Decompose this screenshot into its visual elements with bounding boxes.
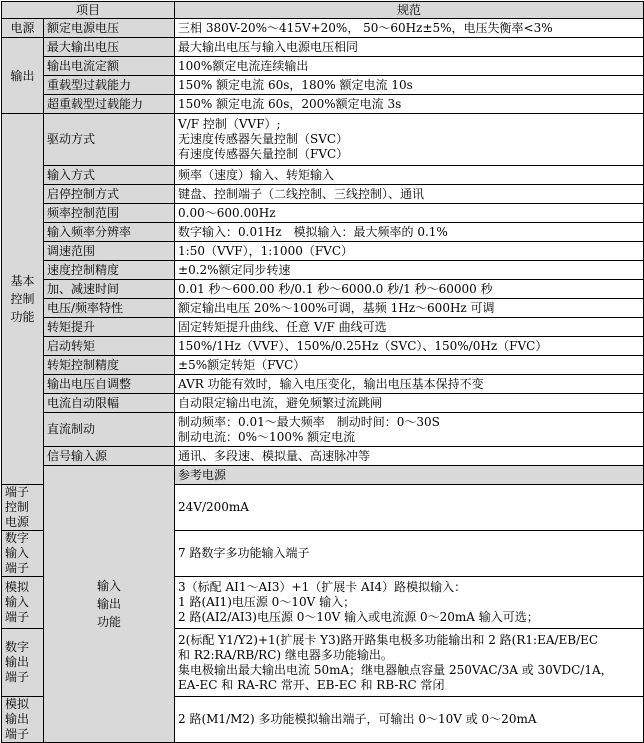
item-power-rated-voltage: 额定电源电压 xyxy=(44,19,175,38)
value-drive-mode: V/F 控制（VVF）; 无速度传感器矢量控制（SVC） 有速度传感器矢量控制（FVC） xyxy=(175,114,644,166)
table-row xyxy=(2,299,644,318)
item-drive-mode: 驱动方式 xyxy=(44,114,175,166)
value-digital-output: 2(标配 Y1/Y2)+1(扩展卡 Y3)路开路集电极多功能输出和 2 路(R1:EA/EB/EC 和 R2:RA/RB/RC) 继电器多功能输出。 集电极输出最大输出电流 50mA；继电器触点容量 250VAC/3A 或 30VDC/1A， EA-EC 和 RA-RC 常开、EB-EC 和 RB-RC 常闭 xyxy=(175,629,644,697)
item-digital-output: 数字输出端子 xyxy=(2,629,44,697)
value-auto-current-limit: 自动限定输出电流，避免频繁过流跳闸 xyxy=(175,394,644,413)
item-freq-range: 频率控制范围 xyxy=(44,204,175,223)
header-spec: 规范 xyxy=(175,2,644,19)
table-row xyxy=(2,38,644,57)
table-row xyxy=(2,204,644,223)
value-torque-accuracy: ±5%额定转矩（FVC） xyxy=(175,356,644,375)
value-accel-decel: 0.01 秒～600.00 秒/0.1 秒～6000.0 秒/1 秒～60000 秒 xyxy=(175,280,644,299)
item-torque-boost: 转矩提升 xyxy=(44,318,175,337)
group-label-line: 功能 xyxy=(97,615,122,629)
spec-table xyxy=(1,1,644,743)
value-vf-characteristic: 额定输出电压 20%～100%可调，基频 1Hz～600Hz 可调 xyxy=(175,299,644,318)
table-row xyxy=(2,19,644,38)
item-output-max-voltage: 最大输出电压 xyxy=(44,38,175,57)
value-output-max-voltage: 最大输出电压与输入电源电压相同 xyxy=(175,38,644,57)
value-super-heavy-overload: 150% 额定电流 60s，200%额定电流 3s xyxy=(175,95,644,114)
item-accel-decel: 加、减速时间 xyxy=(44,280,175,299)
table-row xyxy=(2,356,644,375)
item-auto-current-limit: 电流自动限幅 xyxy=(44,394,175,413)
table-row xyxy=(2,466,644,485)
header-row xyxy=(2,2,644,19)
table-row xyxy=(2,261,644,280)
item-analog-input: 模拟输入端子 xyxy=(2,577,44,629)
table-row xyxy=(2,337,644,356)
item-vf-characteristic: 电压/频率特性 xyxy=(44,299,175,318)
value-starting-torque: 150%/1Hz（VVF）、150%/0.25Hz（SVC）、150%/0Hz（FVC） xyxy=(175,337,644,356)
value-torque-boost: 固定转矩提升曲线、任意 V/F 曲线可选 xyxy=(175,318,644,337)
item-input-mode: 输入方式 xyxy=(44,166,175,185)
item-digital-input: 数字输入端子 xyxy=(2,531,44,577)
table-row xyxy=(2,185,644,204)
item-super-heavy-overload: 超重载型过载能力 xyxy=(44,95,175,114)
value-power-rated-voltage: 三相 380V-20%～415V+20%， 50～60Hz±5%，电压失衡率<3% xyxy=(175,19,644,38)
value-input-mode: 频率（速度）输入、转矩输入 xyxy=(175,166,644,185)
value-digital-input: 7 路数字多功能输入端子 xyxy=(175,531,644,577)
table-row xyxy=(2,223,644,242)
table-row xyxy=(2,447,644,466)
table-row xyxy=(2,114,644,166)
table-row xyxy=(2,166,644,185)
group-label-line: 功能 xyxy=(10,310,35,324)
table-row xyxy=(2,394,644,413)
item-heavy-overload: 重载型过载能力 xyxy=(44,76,175,95)
value-analog-output: 2 路(M1/M2) 多功能模拟输出端子，可输出 0～10V 或 0～20mA xyxy=(175,697,644,743)
table-row xyxy=(2,280,644,299)
item-input-freq-resolution: 输入频率分辨率 xyxy=(44,223,175,242)
item-signal-input-source: 信号输入源 xyxy=(44,447,175,466)
table-row xyxy=(2,95,644,114)
value-heavy-overload: 150% 额定电流 60s，180% 额定电流 10s xyxy=(175,76,644,95)
item-start-stop: 启停控制方式 xyxy=(44,185,175,204)
value-freq-range: 0.00～600.00Hz xyxy=(175,204,644,223)
value-output-rated-current: 100%额定电流连续输出 xyxy=(175,57,644,76)
group-control-label xyxy=(10,272,34,326)
value-speed-range: 1:50（VVF），1:1000（FVC） xyxy=(175,242,644,261)
group-power: 电源 xyxy=(2,19,44,38)
group-label-line: 基本 xyxy=(10,274,35,288)
table-row xyxy=(2,375,644,394)
header-item: 项目 xyxy=(2,2,175,19)
item-avr: 输出电压自调整 xyxy=(44,375,175,394)
group-label-line: 输入 xyxy=(97,579,122,593)
table-row xyxy=(2,242,644,261)
value-dc-braking: 制动频率：0.01～最大频率 制动时间：0～30S 制动电流：0%～100% 额定电流 xyxy=(175,413,644,447)
item-speed-accuracy: 速度控制精度 xyxy=(44,261,175,280)
group-io-label xyxy=(97,577,121,631)
table-row xyxy=(2,57,644,76)
item-reference-power: 参考电源 xyxy=(175,466,644,485)
value-start-stop: 键盘、控制端子（二线控制、三线控制）、通讯 xyxy=(175,185,644,204)
value-signal-input-source: 通讯、多段速、模拟量、高速脉冲等 xyxy=(175,447,644,466)
value-input-freq-resolution: 数字输入：0.01Hz 模拟输入：最大频率的 0.1% xyxy=(175,223,644,242)
group-io xyxy=(44,466,175,743)
item-dc-braking: 直流制动 xyxy=(44,413,175,447)
item-analog-output: 模拟输出端子 xyxy=(2,697,44,743)
item-speed-range: 调速范围 xyxy=(44,242,175,261)
value-terminal-power: 24V/200mA xyxy=(175,485,644,531)
value-speed-accuracy: ±0.2%额定同步转速 xyxy=(175,261,644,280)
table-row xyxy=(2,76,644,95)
table-row xyxy=(2,318,644,337)
group-control xyxy=(2,114,44,485)
item-output-rated-current: 输出电流定额 xyxy=(44,57,175,76)
item-terminal-power: 端子控制电源 xyxy=(2,485,44,531)
table-row xyxy=(2,413,644,447)
group-label-line: 输出 xyxy=(97,597,122,611)
item-torque-accuracy: 转矩控制精度 xyxy=(44,356,175,375)
value-avr: AVR 功能有效时，输入电压变化，输出电压基本保持不变 xyxy=(175,375,644,394)
item-starting-torque: 启动转矩 xyxy=(44,337,175,356)
group-label-line: 控制 xyxy=(10,292,35,306)
value-analog-input: 3（标配 AI1～AI3）+1（扩展卡 AI4）路模拟输入： 1 路(AI1)电压源 0～10V 输入； 2 路(AI2/AI3)电压源 0～10V 输入或电流源 0～20mA 输入可选； xyxy=(175,577,644,629)
group-output: 输出 xyxy=(2,38,44,114)
